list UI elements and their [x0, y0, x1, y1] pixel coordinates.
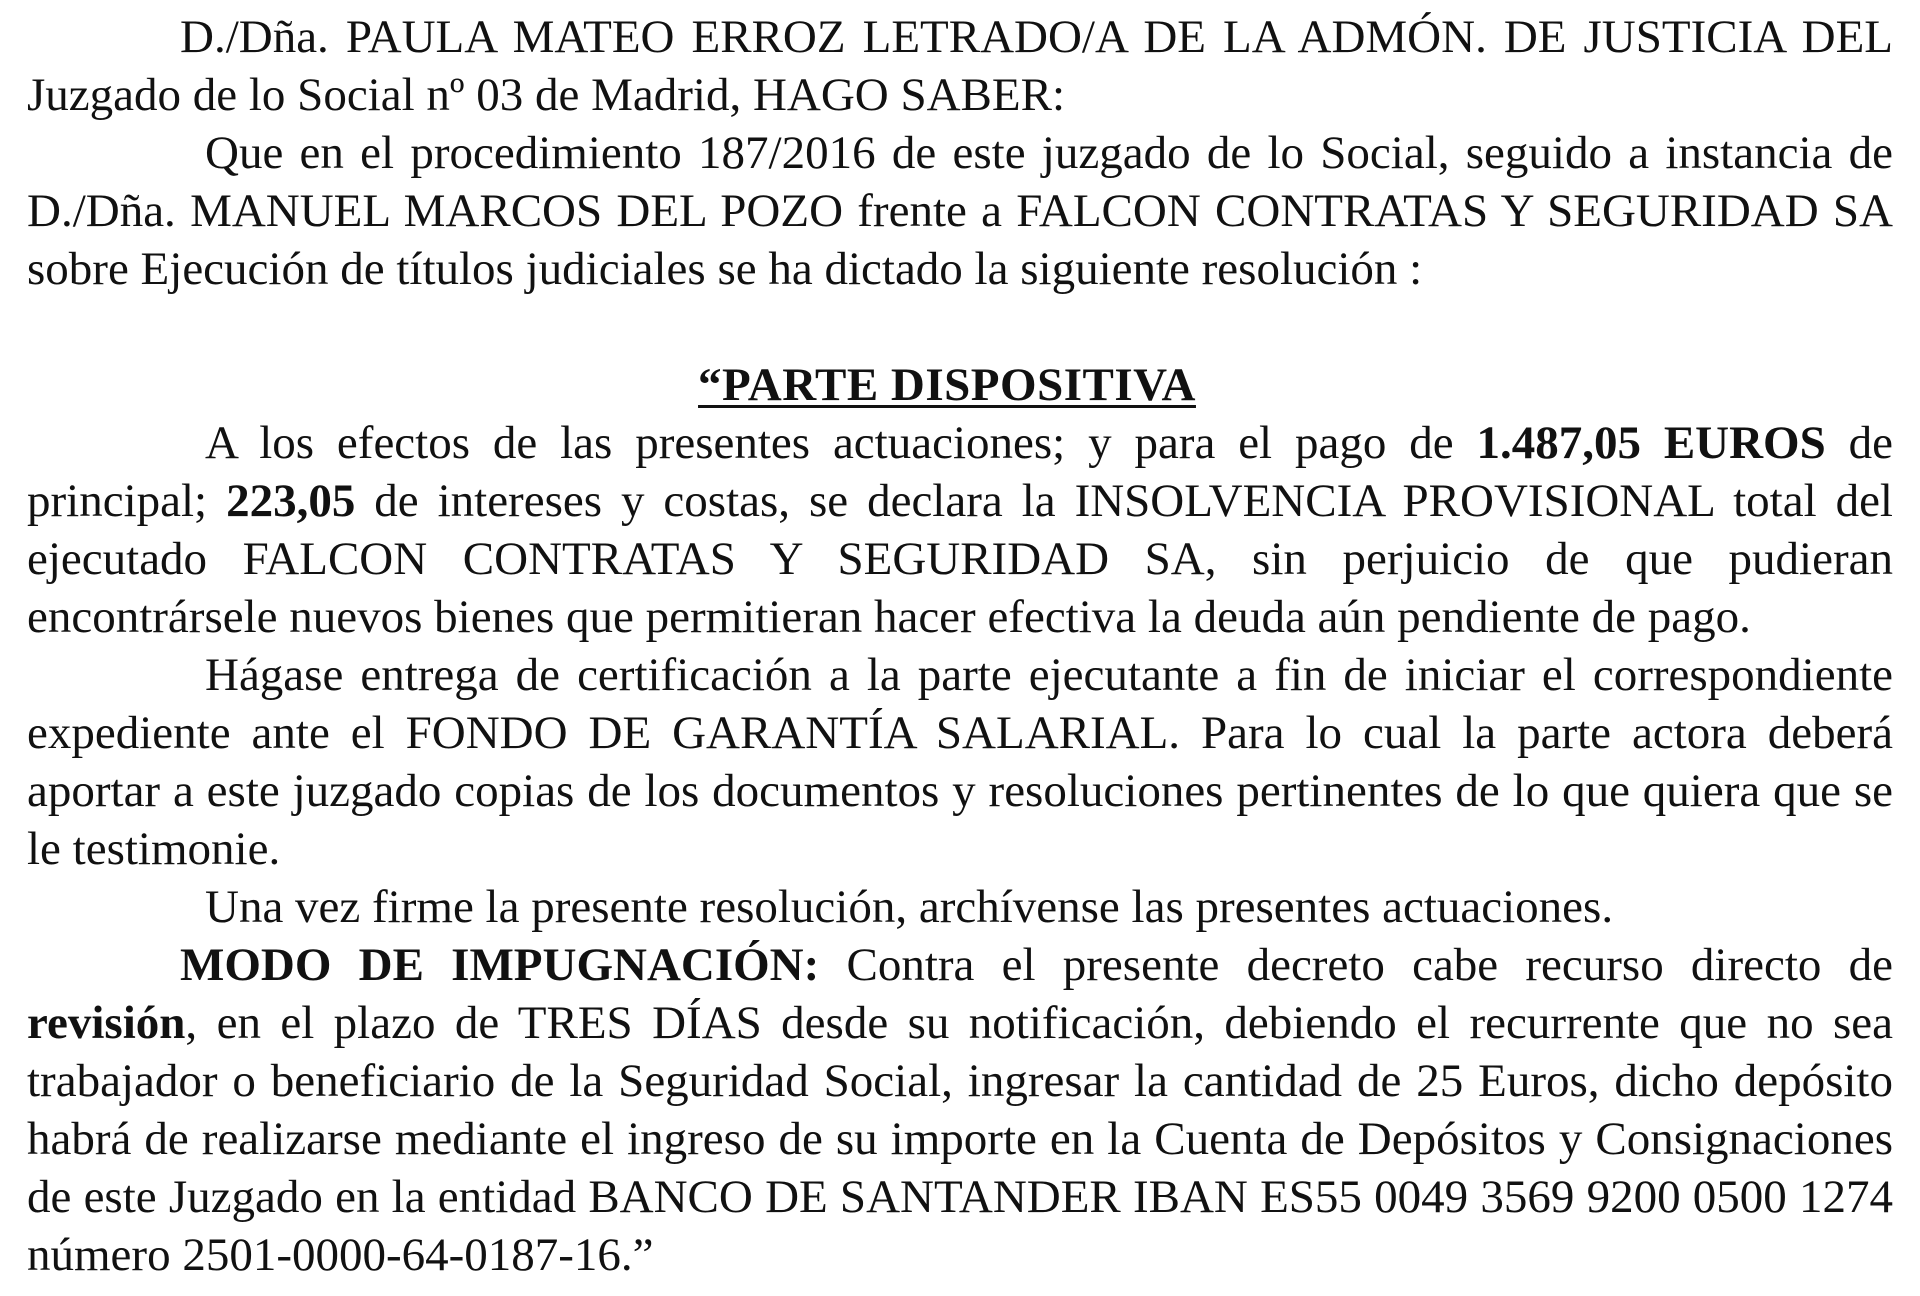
principal-amount: 1.487,05 EUROS [1476, 417, 1826, 469]
archive-paragraph [27, 878, 1893, 936]
header-text: D./Dña. PAULA MATEO ERROZ LETRADO/A DE LA ADMÓN. DE JUSTICIA DEL Juzgado de lo Social nº 03 de Madrid, HAGO SABER: [27, 11, 1893, 121]
insolvency-paragraph [27, 414, 1893, 646]
blank-line [27, 298, 1893, 356]
para1-text-1: A los efectos de las presentes actuaciones; y para el pago de [205, 417, 1477, 469]
certification-paragraph [27, 646, 1893, 878]
appeal-paragraph [27, 936, 1893, 1284]
para1-text-3: de intereses y costas, se declara la INSOLVENCIA PROVISIONAL total del ejecutado FALCON CONTRATAS Y SEGURIDAD SA, sin perjuicio de que pudieran encontrársele nuevos bienes que permitieran hacer efectiva la deuda aún pendiente de pago. [27, 475, 1893, 643]
para3-text: Una vez firme la presente resolución, archívense las presentes actuaciones. [205, 881, 1614, 933]
para4-text-2: , en el plazo de TRES DÍAS desde su notificación, debiendo el recurrente que no sea trabajador o beneficiario de la Seguridad Social, ingresar la cantidad de 25 Euros, dicho depósito habrá de realizarse mediante el ingreso de su importe en la Cuenta de Depósitos y Consignaciones de este Juzgado en la entidad BANCO DE SANTANDER IBAN ES55 0049 3569 9200 0500 1274 número 2501-0000-64-0187-16.” [27, 997, 1893, 1281]
intro-paragraph [27, 124, 1893, 298]
appeal-label: MODO DE IMPUGNACIÓN: [180, 939, 820, 991]
para4-text-1: Contra el presente decreto cabe recurso directo de [819, 939, 1893, 991]
para2-text: Hágase entrega de certificación a la parte ejecutante a fin de iniciar el correspondiente expediente ante el FONDO DE GARANTÍA SALARIAL. Para lo cual la parte actora deberá aportar a este juzgado copias de los documentos y resoluciones pertinentes de lo que quiera que se le testimonie. [27, 649, 1893, 875]
para1-text-2: de principal; [27, 417, 1893, 527]
intro-text: Que en el procedimiento 187/2016 de este juzgado de lo Social, seguido a instancia de D./Dña. MANUEL MARCOS DEL POZO frente a FALCON CONTRATAS Y SEGURIDAD SA sobre Ejecución de títulos judiciales se ha dictado la siguiente resolución : [27, 127, 1893, 295]
revision-word: revisión [27, 997, 186, 1049]
section-heading: “PARTE DISPOSITIVA [698, 359, 1196, 411]
notice-header [27, 8, 1893, 124]
interest-amount: 223,05 [226, 475, 356, 527]
